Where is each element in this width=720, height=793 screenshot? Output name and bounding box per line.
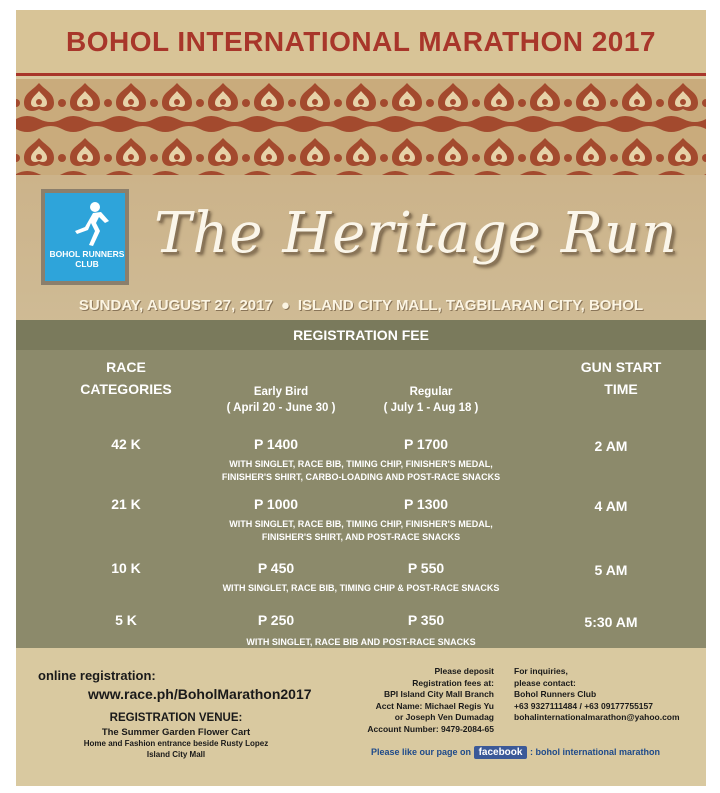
- runner-icon: [65, 201, 113, 247]
- hero-banner: [16, 175, 706, 325]
- deposit-info: [336, 666, 494, 735]
- deposit-line: BPI Island City Mall Branch: [383, 689, 494, 699]
- early-bird-header: [206, 384, 356, 416]
- date-venue-line: [16, 297, 706, 314]
- gun-start-time: 2 AM: [594, 438, 628, 454]
- registration-venue-label: REGISTRATION VENUE:: [109, 712, 243, 724]
- event-name: [136, 183, 696, 283]
- category-distance: 21 K: [111, 496, 141, 512]
- category-distance: 10 K: [111, 560, 141, 576]
- club-logo: [41, 189, 129, 285]
- inquiry-line: Bohol Runners Club: [514, 689, 597, 699]
- facebook-badge[interactable]: facebook: [474, 746, 528, 759]
- inclusion-line: WITH SINGLET, RACE BIB AND POST-RACE SNACKS: [246, 637, 476, 647]
- marathon-poster: [16, 10, 706, 786]
- event-venue: ISLAND CITY MALL, TAGBILARAN CITY, BOHOL: [297, 297, 644, 314]
- header-line: Regular: [409, 386, 453, 398]
- header-line: GUN START: [580, 359, 662, 375]
- deposit-line: Acct Name: Michael Regis Yu: [375, 700, 494, 711]
- early-bird-price: P 450: [257, 560, 295, 576]
- inquiry-line: For inquiries,: [514, 666, 568, 676]
- inquiries-info: [514, 666, 704, 724]
- inquiry-line: please contact:: [514, 677, 576, 688]
- early-bird-price: P 1400: [253, 436, 299, 452]
- inquiry-line: +63 9327111484 / +63 09177755157: [514, 700, 653, 711]
- deposit-line: Account Number: 9479-2084-65: [367, 723, 494, 734]
- early-bird-price: P 1000: [253, 496, 299, 512]
- deposit-line: or Joseph Ven Dumadag: [394, 712, 494, 722]
- footer: [16, 648, 706, 786]
- inclusions: [161, 458, 561, 484]
- header-line: ( July 1 - Aug 18 ): [383, 402, 479, 414]
- inclusions: [161, 518, 561, 544]
- club-logo-text: BOHOL RUNNERS CLUB: [49, 249, 125, 269]
- race-categories-header: [71, 356, 181, 400]
- category-distance: 42 K: [111, 436, 141, 452]
- header-line: ( April 20 - June 30 ): [226, 402, 336, 414]
- facebook-page: : bohol international marathon: [529, 747, 660, 757]
- inclusion-line: FINISHER'S SHIRT, AND POST-RACE SNACKS: [261, 532, 461, 542]
- online-registration-label: online registration:: [38, 668, 156, 683]
- event-date: SUNDAY, AUGUST 27, 2017: [78, 297, 273, 314]
- regular-price: P 550: [407, 560, 445, 576]
- gun-start-header: [556, 356, 686, 400]
- facebook-prefix: Please like our page on: [371, 747, 472, 757]
- header-line: TIME: [604, 381, 638, 397]
- header-line: Early Bird: [253, 386, 309, 398]
- early-bird-price: P 250: [257, 612, 295, 628]
- venue-line: Home and Fashion entrance beside Rusty Lopez: [83, 739, 269, 748]
- regular-price: P 350: [407, 612, 445, 628]
- header-line: CATEGORIES: [80, 381, 172, 397]
- regular-header: [361, 384, 501, 416]
- gun-start-time: 5:30 AM: [584, 614, 638, 630]
- fee-table: [16, 320, 706, 648]
- poster-title: BOHOL INTERNATIONAL MARATHON 2017: [65, 25, 657, 57]
- ornamental-pattern: [16, 79, 706, 189]
- event-name-text: The Heritage Run: [154, 200, 678, 266]
- registration-fee-header: REGISTRATION FEE: [16, 320, 706, 350]
- venue-line: Island City Mall: [146, 750, 206, 759]
- deposit-line: Registration fees at:: [412, 677, 494, 688]
- regular-price: P 1300: [403, 496, 449, 512]
- category-distance: 5 K: [115, 612, 137, 628]
- facebook-line: [371, 746, 701, 759]
- title-bar: [16, 10, 706, 76]
- inquiry-line: bohalinternationalmarathon@yahoo.com: [514, 712, 680, 722]
- gun-start-time: 5 AM: [594, 562, 628, 578]
- bullet-icon: ●: [280, 297, 290, 314]
- inclusion-line: WITH SINGLET, RACE BIB, TIMING CHIP & POST-RACE SNACKS: [222, 583, 500, 593]
- inclusion-line: WITH SINGLET, RACE BIB, TIMING CHIP, FINISHER'S MEDAL,: [229, 459, 493, 469]
- regular-price: P 1700: [403, 436, 449, 452]
- inclusions: [161, 582, 561, 595]
- inclusion-line: WITH SINGLET, RACE BIB, TIMING CHIP, FINISHER'S MEDAL,: [229, 519, 493, 529]
- venue-name: The Summer Garden Flower Cart: [101, 727, 251, 738]
- header-line: RACE: [106, 359, 146, 375]
- deposit-line: Please deposit: [434, 666, 494, 676]
- online-registration-link[interactable]: www.race.ph/BoholMarathon2017: [88, 686, 312, 702]
- inclusion-line: FINISHER'S SHIRT, CARBO-LOADING AND POST-RACE SNACKS: [221, 472, 501, 482]
- gun-start-time: 4 AM: [594, 498, 628, 514]
